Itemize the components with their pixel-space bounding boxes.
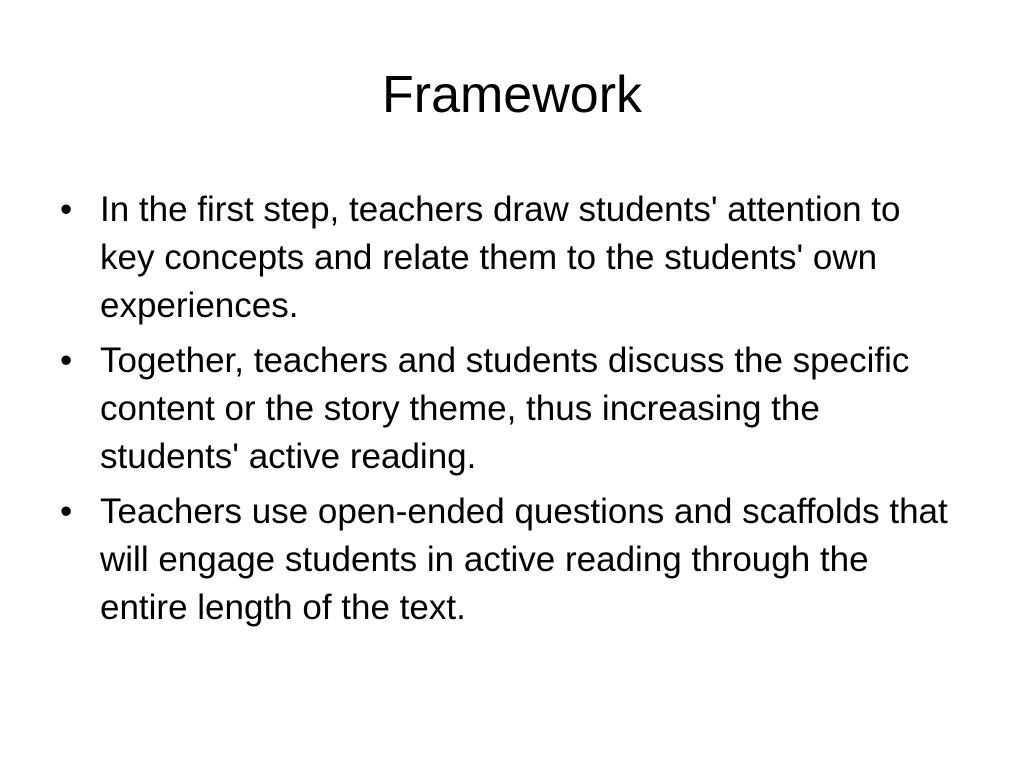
slide-title: Framework <box>381 66 643 124</box>
bullet-text: In the first step, teachers draw students' attention to key concepts and relate them to the students' own experiences. <box>100 190 901 325</box>
bullet-item <box>58 186 958 330</box>
bullet-item <box>58 488 958 632</box>
bullet-list <box>58 186 958 639</box>
bullet-icon: • <box>60 190 73 229</box>
bullet-text: Teachers use open-ended questions and scaffolds that will engage students in active reading through the entire length of the text. <box>100 492 948 627</box>
bullet-item <box>58 337 958 481</box>
bullet-icon: • <box>60 492 73 531</box>
bullet-icon: • <box>60 341 73 380</box>
bullet-text: Together, teachers and students discuss the specific content or the story theme, thus increasing the students' active reading. <box>100 341 910 476</box>
